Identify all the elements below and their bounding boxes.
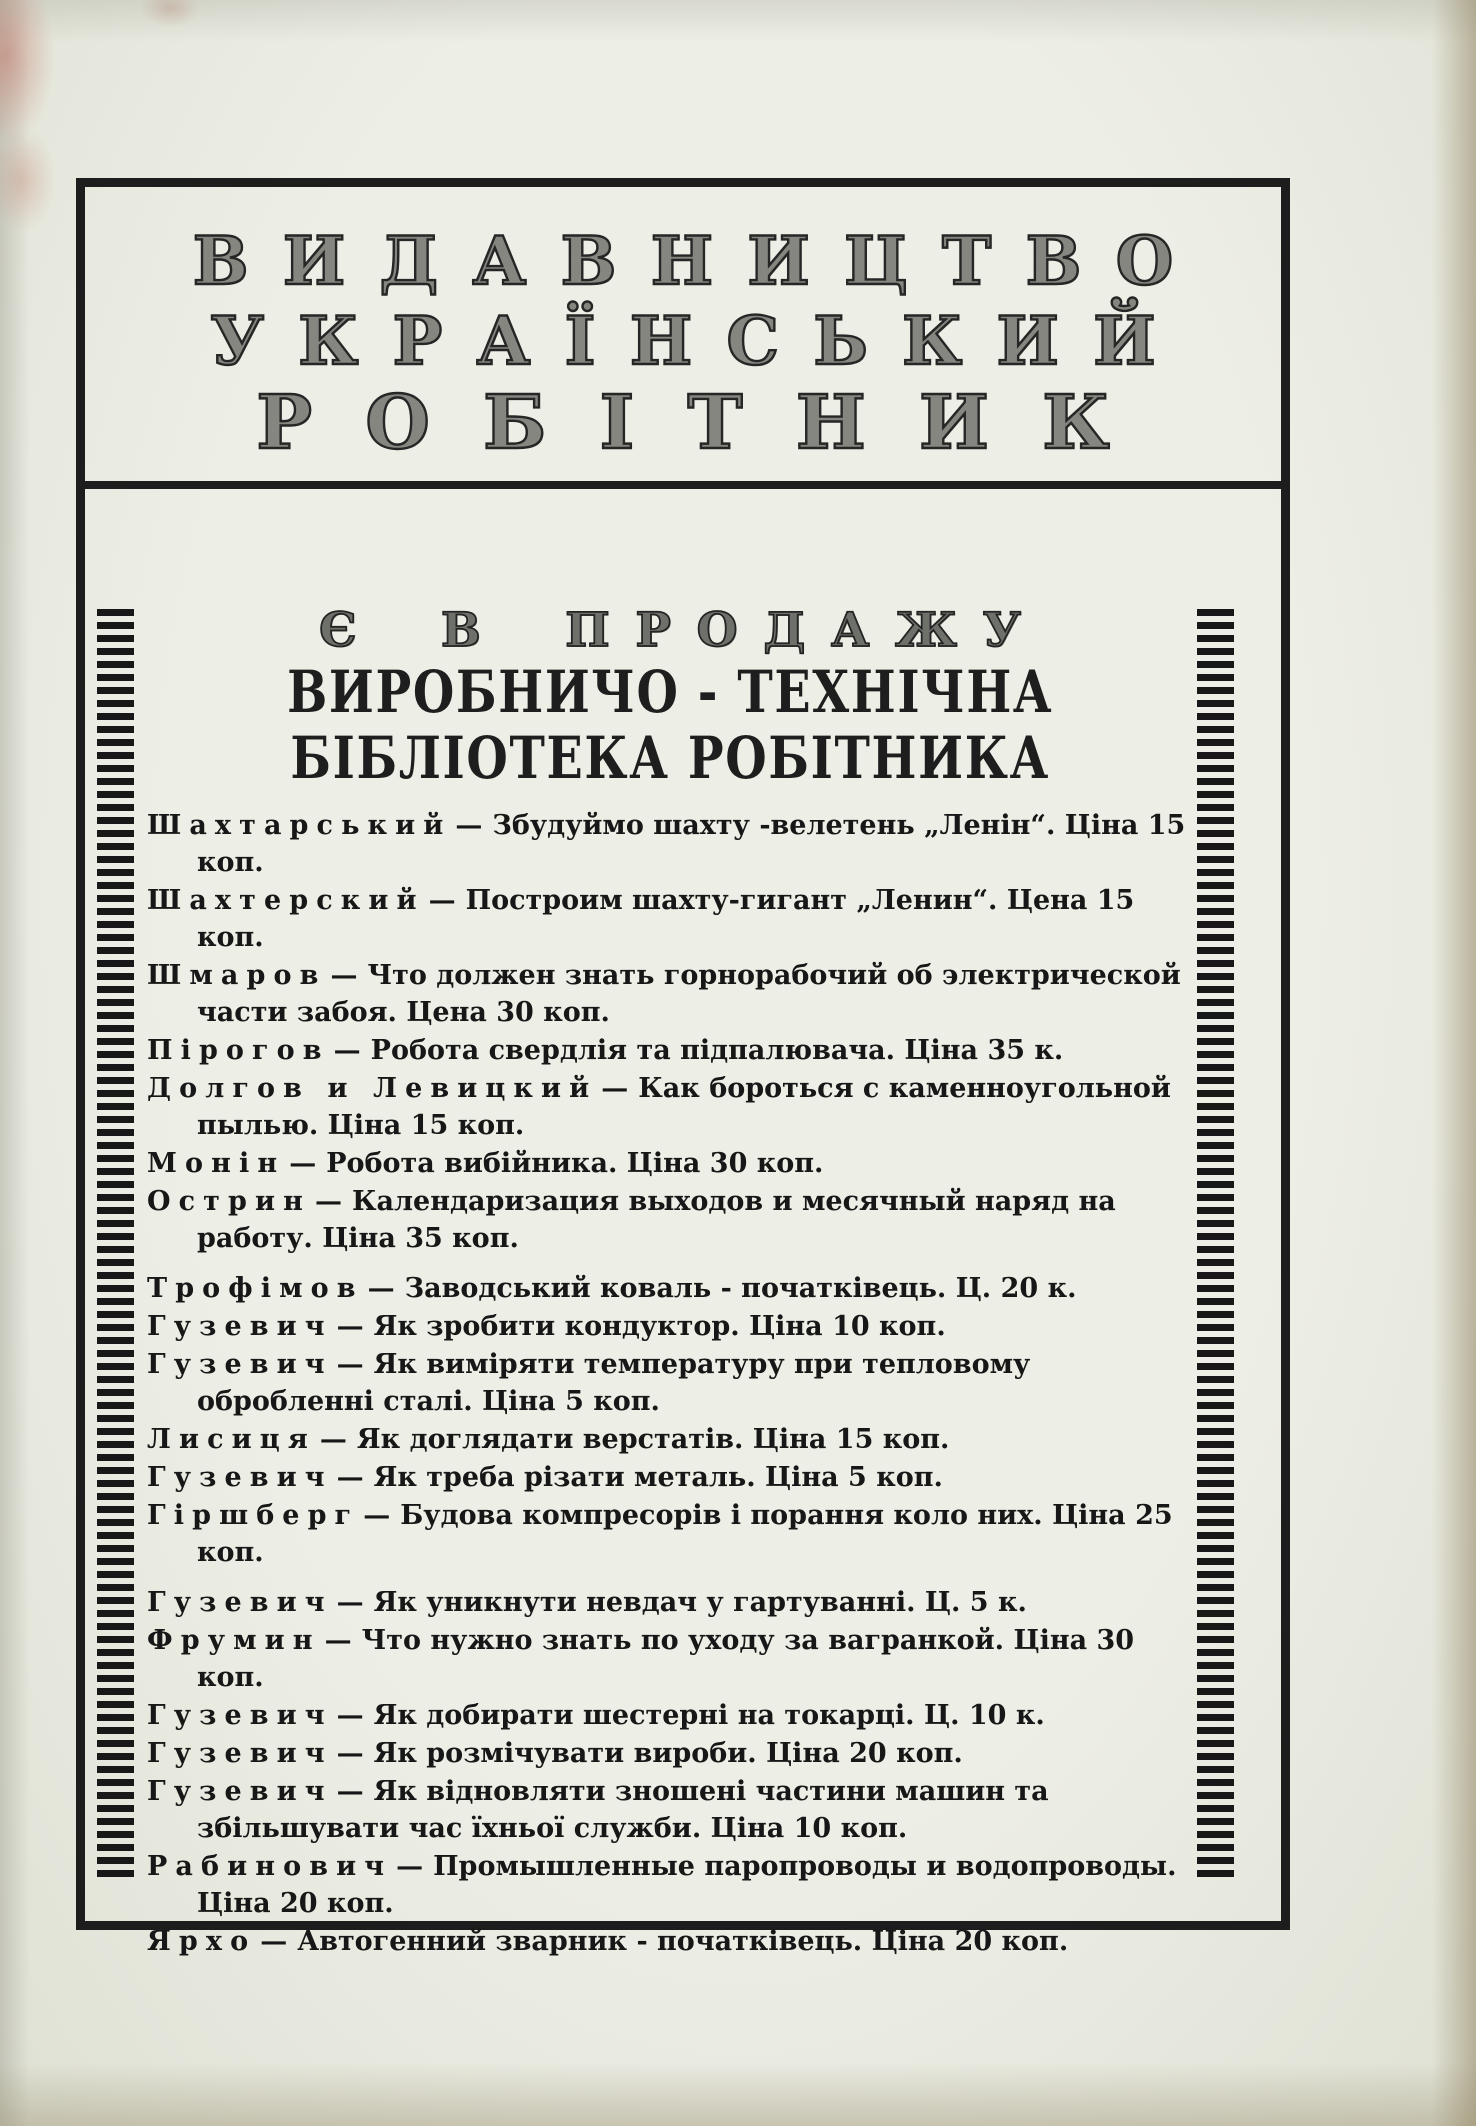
text-column xyxy=(147,497,1193,1960)
book-author: Лисиця xyxy=(147,1424,316,1455)
book-author: Пірогов xyxy=(147,1035,330,1066)
author-title-separator: — xyxy=(367,1273,395,1304)
book-title: Автогенний зварник - початківець. Ціна 20 коп. xyxy=(297,1926,1069,1957)
book-title: Календаризация выходов и месячный наряд на работу. Ціна 35 коп. xyxy=(197,1186,1116,1254)
list-item xyxy=(147,1584,1193,1621)
book-author: Острин xyxy=(147,1186,311,1217)
book-author: Гузевич xyxy=(147,1311,333,1342)
book-author: Фрумин xyxy=(147,1625,321,1656)
book-title: Робота свердлія та підпалювача. Ціна 35 к. xyxy=(370,1035,1064,1066)
book-author: Монін xyxy=(147,1148,286,1179)
book-title: Як виміряти температуру при тепловому обробленні сталі. Ціна 5 коп. xyxy=(197,1349,1031,1417)
list-item xyxy=(147,1145,1193,1182)
book-title: Як розмічувати вироби. Ціна 20 коп. xyxy=(373,1738,963,1769)
hatched-border-left xyxy=(97,609,134,1881)
author-title-separator: — xyxy=(336,1738,364,1769)
book-title: Как бороться с каменноугольной пылью. Ціна 15 коп. xyxy=(197,1073,1171,1141)
book-author: Гіршберг xyxy=(147,1500,360,1531)
series-title-line-1 xyxy=(147,659,1193,725)
list-item xyxy=(147,1346,1193,1420)
book-author: Шмаров xyxy=(147,960,327,991)
list-item xyxy=(147,807,1193,881)
publisher-name-line-1: ВИДАВНИЦТВО xyxy=(192,222,1208,300)
book-author: Гузевич xyxy=(147,1738,333,1769)
book-title: Заводський коваль - початківець. Ц. 20 к. xyxy=(404,1273,1077,1304)
hatched-border-right xyxy=(1197,609,1234,1881)
author-title-separator: — xyxy=(330,960,358,991)
book-author: Трофімов xyxy=(147,1273,364,1304)
publisher-name-line-2: УКРАЇНСЬКИЙ xyxy=(210,302,1190,380)
author-title-separator: — xyxy=(455,810,483,841)
author-title-separator: — xyxy=(428,885,456,916)
list-item xyxy=(147,1697,1193,1734)
list-item xyxy=(147,1308,1193,1345)
author-title-separator: — xyxy=(314,1186,342,1217)
book-author: Шахтарський xyxy=(147,810,452,841)
author-title-separator: — xyxy=(396,1851,424,1882)
publisher-name-line-3: РОБІТНИК xyxy=(256,380,1163,466)
author-title-separator: — xyxy=(601,1073,629,1104)
author-title-separator: — xyxy=(319,1424,347,1455)
list-item xyxy=(147,1773,1193,1847)
author-title-separator: — xyxy=(336,1587,364,1618)
list-item xyxy=(147,1070,1193,1144)
book-author: Гузевич xyxy=(147,1349,333,1380)
sale-heading: Є В ПРОДАЖУ xyxy=(319,603,1047,658)
author-title-separator: — xyxy=(336,1700,364,1731)
book-title: Як зробити кондуктор. Ціна 10 коп. xyxy=(373,1311,946,1342)
list-item xyxy=(147,957,1193,1031)
list-item xyxy=(147,1421,1193,1458)
list-item xyxy=(147,1497,1193,1571)
book-title: Як відновляти зношені частини машин та збільшувати час їхньої служби. Ціна 10 коп. xyxy=(197,1776,1049,1844)
author-title-separator: — xyxy=(260,1926,288,1957)
advert-content xyxy=(85,497,1281,1957)
book-author: Гузевич xyxy=(147,1700,333,1731)
author-title-separator: — xyxy=(336,1776,364,1807)
book-title: Построим шахту-гигант „Ленин“. Цена 15 коп. xyxy=(197,885,1135,953)
book-title: Робота вибійника. Ціна 30 коп. xyxy=(326,1148,824,1179)
list-item xyxy=(147,882,1193,956)
book-title: Як доглядати верстатів. Ціна 15 коп. xyxy=(356,1424,950,1455)
list-item xyxy=(147,1622,1193,1696)
author-title-separator: — xyxy=(363,1500,391,1531)
advert-frame xyxy=(76,178,1290,1957)
list-item xyxy=(147,1032,1193,1069)
book-author: Ярхо xyxy=(147,1926,257,1957)
book-title: Что нужно знать по уходу за вагранкой. Ціна 30 коп. xyxy=(197,1625,1135,1693)
list-item xyxy=(147,1459,1193,1496)
book-title: Як уникнути невдач у гартуванні. Ц. 5 к. xyxy=(373,1587,1027,1618)
book-author: Долгов и Левицкий xyxy=(147,1073,598,1104)
author-title-separator: — xyxy=(324,1625,352,1656)
book-title: Будова компресорів і порання коло них. Ціна 25 коп. xyxy=(197,1500,1173,1568)
book-author: Гузевич xyxy=(147,1776,333,1807)
book-author: Шахтерский xyxy=(147,885,425,916)
list-item xyxy=(147,1270,1193,1307)
author-title-separator: — xyxy=(333,1035,361,1066)
book-title: Як добирати шестерні на токарці. Ц. 10 к. xyxy=(373,1700,1045,1731)
book-title: Промышленные паропроводы и водопроводы. Ціна 20 коп. xyxy=(197,1851,1177,1919)
book-author: Гузевич xyxy=(147,1587,333,1618)
author-title-separator: — xyxy=(336,1349,364,1380)
list-item xyxy=(147,1923,1193,1960)
author-title-separator: — xyxy=(336,1311,364,1342)
list-item xyxy=(147,1848,1193,1922)
book-title: Як треба різати металь. Ціна 5 коп. xyxy=(373,1462,943,1493)
series-title-line-2 xyxy=(147,725,1193,791)
author-title-separator: — xyxy=(289,1148,317,1179)
book-title: Что должен знать горнорабочий об электрической части забоя. Цена 30 коп. xyxy=(197,960,1181,1028)
series-title-line-2-text: БІБЛІОТЕКА РОБІТНИКА xyxy=(290,724,1050,792)
book-title: Збудуймо шахту -велетень „Ленін“. Ціна 15 коп. xyxy=(197,810,1186,878)
book-list xyxy=(147,807,1193,1960)
list-item xyxy=(147,1735,1193,1772)
book-author: Рабинович xyxy=(147,1851,393,1882)
list-item xyxy=(147,1183,1193,1257)
publisher-header-box xyxy=(85,187,1281,489)
series-title-line-1-text: ВИРОБНИЧО - ТЕХНІЧНА xyxy=(286,658,1054,726)
author-title-separator: — xyxy=(336,1462,364,1493)
book-author: Гузевич xyxy=(147,1462,333,1493)
